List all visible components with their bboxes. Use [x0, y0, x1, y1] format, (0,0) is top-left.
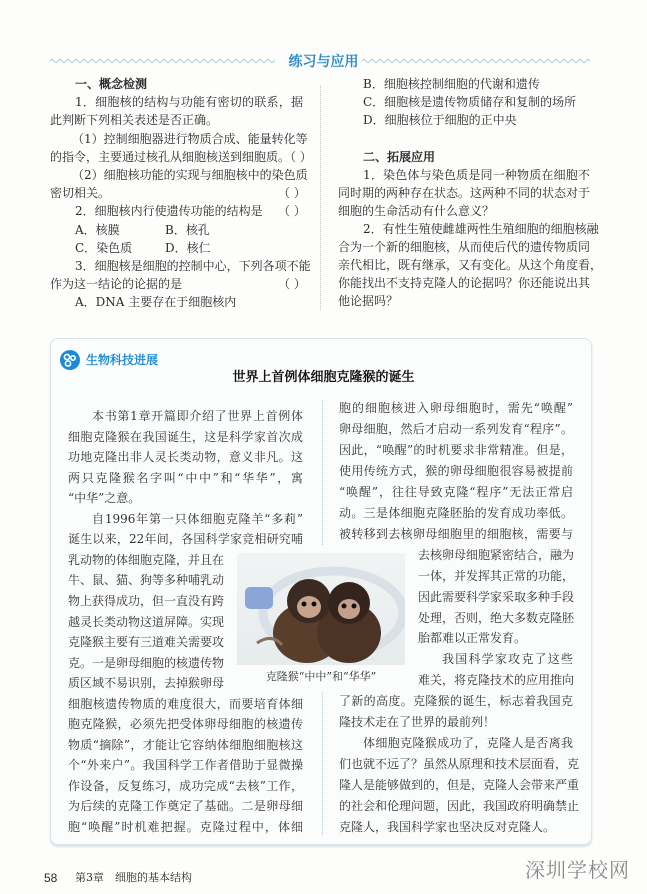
question-1-line: 此判断下列相关表述是否正确。 — [50, 113, 219, 127]
option-d: D．核仁 — [165, 241, 211, 255]
wavy-rule-right — [362, 56, 590, 66]
extension-question-1-line: 细胞的生命活动有什么意义？ — [338, 204, 495, 218]
article-line: 体细胞克隆猴成功了，克隆人是否离我 — [363, 736, 573, 750]
science-icon — [60, 350, 80, 370]
article-line: 细胞克隆猴在我国诞生，这是科学家首次成 — [68, 430, 303, 444]
article-line: 隆技术走在了世界的最前列！ — [339, 715, 496, 729]
page-number: 58 — [44, 871, 58, 885]
article-line: 质区域不易识别，去掉猴卵母 — [68, 676, 225, 690]
article-line: 越灵长类动物这道屏障。实现 — [68, 615, 225, 629]
section-heading-concept-check: 一、概念检测 — [75, 77, 148, 91]
column-divider — [320, 85, 321, 310]
option-a: A．核膜 — [75, 223, 120, 237]
article-line: 克隆猴主要有三道难关需要攻 — [68, 635, 225, 649]
question-2: 2．细胞核内行使遗传功能的结构是 — [75, 204, 263, 218]
article-line: 因此需要科学家采取多种手段 — [418, 590, 575, 604]
article-line: “中华”之意。 — [68, 491, 141, 505]
article-line: 诞生以来，22年间，各国科学家竞相研究哺 — [68, 532, 303, 546]
option-d: D．细胞核位于细胞的正中央 — [363, 113, 517, 127]
photo-caption: 克隆猴“中中”和“华华” — [265, 670, 377, 683]
column-divider — [322, 400, 323, 545]
article-line: 的社会和伦理问题，因此，我国政府明确禁止 — [339, 799, 580, 813]
answer-blank[interactable]: （ ） — [278, 277, 306, 291]
question-3-line: 3．细胞核是细胞的控制中心，下列各项不能 — [75, 259, 311, 273]
article-line: 物质“摘除”，才能让它容纳体细胞细胞核这 — [68, 738, 303, 752]
question-1-2-line: 密切相关。 — [50, 186, 111, 200]
article-line: 去核卵母细胞紧密结合，融为 — [418, 548, 575, 562]
option-c: C．细胞核是遗传物质储存和复制的场所 — [363, 95, 577, 109]
section-title: 练习与应用 — [288, 54, 359, 70]
article-line: 胞的细胞核进入卵母细胞时，需先“唤醒” — [339, 401, 573, 415]
article-line: 处理，否则，绝大多数克隆胚 — [418, 611, 575, 625]
article-line: 一体，并发挥其正常的功能， — [418, 569, 575, 583]
article-line: 使用传统方式，猴的卵母细胞很容易被提前 — [339, 464, 573, 478]
article-line: 乳动物的体细胞克隆，并且在 — [68, 553, 225, 567]
extension-question-2-line: 合为一个新的细胞核，从而使后代的遗传物质同 — [338, 240, 591, 254]
article-line: 卵母细胞，然后才启动一系列发育“程序”。 — [339, 422, 573, 436]
extension-question-2-line: 2．有性生殖使雌雄两性生殖细胞的细胞核融 — [363, 222, 599, 236]
article-line: 功地克隆出非人灵长类动物，意义非凡。这 — [68, 450, 303, 464]
option-c: C．染色质 — [75, 241, 133, 255]
extension-question-1-line: 同时期的两种存在状态。这两种不同的状态对于 — [338, 186, 591, 200]
article-line: 因此，“唤醒”的时机要求非常精准。但是， — [339, 443, 573, 457]
article-line: 隆人是能够做到的，但是，克隆人会带来严重 — [339, 778, 580, 792]
extension-question-1-line: 1．染色体与染色质是同一种物质在细胞不 — [363, 168, 590, 182]
section-heading-extension: 二、拓展应用 — [363, 150, 436, 164]
article-line: “唤醒”，往往导致克隆“程序”无法正常启 — [339, 485, 573, 499]
article-line: 胞克隆猴，必须先把受体卵母细胞的核遗传 — [68, 717, 303, 731]
feature-title: 世界上首例体细胞克隆猴的诞生 — [232, 370, 415, 385]
question-3-line: 作为这一结论的论据的是 — [50, 277, 183, 291]
article-line: 我国科学家攻克了这些 — [442, 652, 573, 666]
article-line: 本书第1章开篇即介绍了世界上首例体 — [92, 409, 303, 423]
article-line: 自1996年第一只体细胞克隆羊“多莉” — [92, 512, 303, 526]
watermark: 深圳学校网 — [525, 858, 630, 882]
extension-question-2-line: 亲代相比，既有继承，又有变化。从这个角度看， — [338, 258, 603, 272]
option-a: A．DNA 主要存在于细胞核内 — [75, 295, 237, 309]
extension-question-2-line: 他论据吗？ — [338, 294, 399, 308]
article-line: 难关，将克隆技术的应用推向 — [418, 673, 575, 687]
article-line: 个“外来户”。我国科学工作者借助于显微操 — [68, 758, 303, 772]
option-b: B．细胞核控制细胞的代谢和遗传 — [363, 77, 540, 91]
article-line: 为后续的克隆工作奠定了基础。二是卵母细 — [68, 799, 303, 813]
article-line: 被转移到去核卵母细胞里的细胞核，需要与 — [339, 527, 573, 541]
answer-blank[interactable]: （ ） — [278, 204, 306, 218]
article-line: 细胞核遗传物质的难度很大，而要培育体细 — [68, 697, 303, 711]
option-b: B．核孔 — [165, 223, 210, 237]
column-divider — [322, 692, 323, 835]
extension-question-2-line: 你能找出不支持克隆人的论据吗？你还能说出其 — [338, 276, 591, 290]
cloned-monkeys-photo — [237, 553, 405, 665]
chapter-title: 第3章 细胞的基本结构 — [75, 871, 192, 884]
question-1-line: 1．细胞核的结构与功能有密切的联系，据 — [75, 95, 303, 109]
answer-blank[interactable]: （ ） — [278, 186, 306, 200]
article-line: 两只克隆猴名字叫“中中”和“华华”，寓 — [68, 471, 303, 485]
question-1-1-line: （1）控制细胞器进行物质合成、能量转化等 — [72, 132, 308, 146]
feature-label: 生物科技进展 — [86, 353, 159, 367]
article-line: 物上获得成功，但一直没有跨 — [68, 594, 225, 608]
article-line: 胎都难以正常发育。 — [418, 631, 527, 645]
article-line: 胞“唤醒”时机难把握。克隆过程中，体细 — [68, 820, 303, 834]
article-line: 克。一是卵母细胞的核遗传物 — [68, 656, 225, 670]
article-line: 作设备，反复练习，成功完成“去核”工作， — [68, 779, 303, 793]
question-1-1-line: 的指令，主要通过核孔从细胞核送到细胞质。（ ） — [50, 150, 312, 164]
article-line: 牛、鼠、猫、狗等多种哺乳动 — [68, 573, 225, 587]
article-line: 动。三是体细胞克隆胚胎的发育成功率低。 — [339, 506, 573, 520]
article-line: 了新的高度。克隆猴的诞生，标志着我国克 — [339, 694, 573, 708]
article-line: 克隆人，我国科学家也坚决反对克隆人。 — [339, 820, 556, 834]
question-1-2-line: （2）细胞核功能的实现与细胞核中的染色质 — [72, 168, 308, 182]
article-line: 们也就不远了？虽然从原理和技术层面看，克 — [339, 757, 580, 771]
